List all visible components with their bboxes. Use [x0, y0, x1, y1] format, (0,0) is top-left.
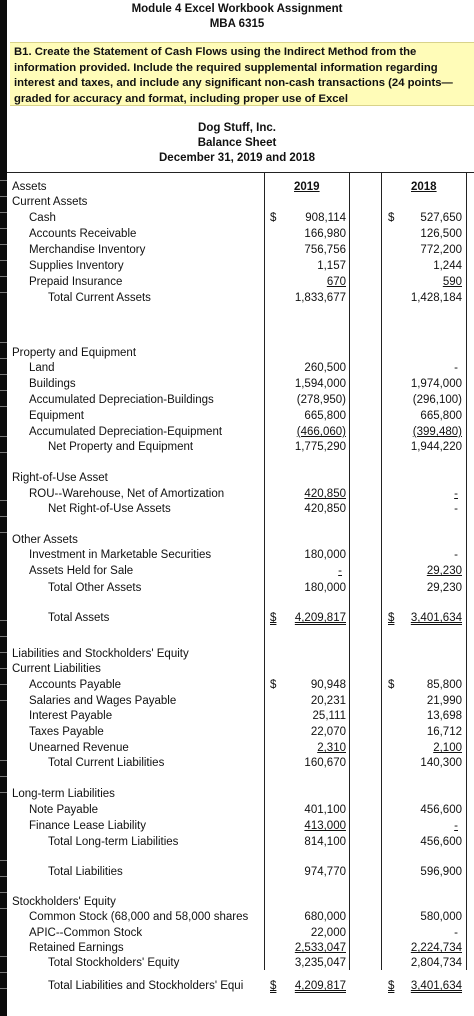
- row-label-total-current-assets: Total Current Assets: [48, 292, 151, 304]
- value-2019-buildings: 1,594,000: [294, 378, 346, 390]
- value-2019-total-long-term-liabilities: 814,100: [304, 836, 346, 848]
- row-label-equipment: Equipment: [29, 410, 84, 422]
- statement-date: December 31, 2019 and 2018: [159, 152, 315, 164]
- instructions-text: B1. Create the Statement of Cash Flows using the Indirect Method from the information provided. Include the required supplemental information regarding interest and taxes, and include any significant non-cash transactions (24 points—graded for accuracy and format, including proper use of Excel: [14, 46, 453, 105]
- value-2018-apic-common-stock: -: [454, 927, 458, 939]
- row-label-current-assets: Current Assets: [12, 196, 88, 208]
- value-2019-accumulated-depreciation-buildings: (278,950): [296, 394, 346, 406]
- row-label-taxes-payable: Taxes Payable: [29, 726, 104, 738]
- value-2018-equipment: 665,800: [420, 410, 462, 422]
- dollar-sign-2018-cash: $: [388, 212, 395, 224]
- value-2018-total-current-liabilities: 140,300: [420, 757, 462, 769]
- row-label-salaries-and-wages-payable: Salaries and Wages Payable: [29, 695, 177, 707]
- value-2019-common-stock-68-000-and-58-000-shares: 680,000: [304, 911, 346, 923]
- row-label-total-assets: Total Assets: [48, 612, 110, 624]
- value-2018-note-payable: 456,600: [420, 804, 462, 816]
- column-header-2019: 2019: [294, 181, 320, 193]
- row-label-property-and-equipment: Property and Equipment: [12, 347, 137, 359]
- value-2019-total-current-liabilities: 160,670: [304, 757, 346, 769]
- value-2018-supplies-inventory: 1,244: [433, 260, 462, 272]
- row-label-buildings: Buildings: [29, 378, 76, 390]
- statement-name: Balance Sheet: [197, 137, 277, 149]
- dollar-sign-2018-total-assets: $: [388, 612, 395, 624]
- value-2019-total-stockholders-equity: 3,235,047: [294, 957, 346, 969]
- value-2019-supplies-inventory: 1,157: [317, 260, 346, 272]
- value-2018-accounts-receivable: 126,500: [420, 228, 462, 240]
- value-2019-net-right-of-use-assets: 420,850: [304, 503, 346, 515]
- row-label-prepaid-insurance: Prepaid Insurance: [29, 276, 123, 288]
- value-2018-cash: 527,650: [420, 212, 462, 224]
- value-2018-prepaid-insurance: 590: [442, 276, 462, 288]
- value-2019-rou-warehouse-net-of-amortization: 420,850: [304, 488, 346, 500]
- value-2018-total-liabilities: 596,900: [420, 866, 462, 878]
- value-2019-merchandise-inventory: 756,756: [304, 244, 346, 256]
- row-label-total-other-assets: Total Other Assets: [48, 582, 142, 594]
- value-2019-taxes-payable: 22,070: [310, 726, 346, 738]
- dollar-sign-2019-accounts-payable: $: [270, 679, 277, 691]
- page-title: Module 4 Excel Workbook Assignment: [131, 3, 343, 15]
- row-label-assets-held-for-sale: Assets Held for Sale: [29, 565, 134, 577]
- row-label-supplies-inventory: Supplies Inventory: [29, 260, 124, 272]
- value-2019-retained-earnings: 2,533,047: [294, 942, 346, 954]
- dollar-sign-2019-total-assets: $: [270, 612, 277, 624]
- row-label-other-assets: Other Assets: [12, 534, 78, 546]
- value-2018-investment-in-marketable-securities: -: [454, 549, 458, 561]
- row-label-note-payable: Note Payable: [29, 804, 99, 816]
- value-2018-retained-earnings: 2,224,734: [410, 942, 462, 954]
- company-name: Dog Stuff, Inc.: [198, 122, 276, 134]
- row-label-current-liabilities: Current Liabilities: [12, 663, 101, 675]
- value-2018-net-right-of-use-assets: -: [454, 503, 458, 515]
- row-label-cash: Cash: [29, 212, 56, 224]
- row-label-unearned-revenue: Unearned Revenue: [29, 742, 129, 754]
- value-2019-cash: 908,114: [305, 212, 346, 224]
- value-2018-total-assets: 3,401,634: [410, 612, 462, 624]
- value-2018-accumulated-depreciation-equipment: (399,480): [412, 426, 462, 438]
- row-label-total-liabilities-and-stockholders-equi: Total Liabilities and Stockholders' Equi: [48, 980, 244, 992]
- row-label-long-term-liabilities: Long-term Liabilities: [12, 788, 115, 800]
- value-2019-assets-held-for-sale: -: [338, 565, 342, 577]
- value-2018-total-liabilities-and-stockholders-equi: 3,401,634: [410, 980, 462, 992]
- row-label-accumulated-depreciation-equipment: Accumulated Depreciation-Equipment: [29, 426, 223, 438]
- row-label-net-property-and-equipment: Net Property and Equipment: [48, 441, 194, 453]
- row-label-retained-earnings: Retained Earnings: [29, 942, 124, 954]
- year-2018-right-border: [466, 172, 467, 970]
- value-2018-interest-payable: 13,698: [426, 710, 462, 722]
- value-2019-accounts-receivable: 166,980: [304, 228, 346, 240]
- value-2019-equipment: 665,800: [304, 410, 346, 422]
- value-2019-total-liabilities: 974,770: [304, 866, 346, 878]
- row-label-investment-in-marketable-securities: Investment in Marketable Securities: [29, 549, 212, 561]
- dollar-sign-2018-total-liabilities-and-stockholders-equi: $: [388, 980, 395, 992]
- row-label-interest-payable: Interest Payable: [29, 710, 113, 722]
- value-2019-land: 260,500: [304, 362, 346, 374]
- value-2019-apic-common-stock: 22,000: [310, 927, 346, 939]
- row-label-total-liabilities: Total Liabilities: [48, 866, 123, 878]
- row-label-accumulated-depreciation-buildings: Accumulated Depreciation-Buildings: [29, 394, 214, 406]
- value-2019-salaries-and-wages-payable: 20,231: [310, 695, 346, 707]
- row-label-right-of-use-asset: Right-of-Use Asset: [12, 472, 108, 484]
- row-label-apic-common-stock: APIC--Common Stock: [29, 927, 143, 939]
- row-label-accounts-payable: Accounts Payable: [29, 679, 122, 691]
- value-2019-investment-in-marketable-securities: 180,000: [304, 549, 346, 561]
- value-2019-total-current-assets: 1,833,677: [294, 292, 346, 304]
- value-2018-finance-lease-liability: -: [454, 820, 458, 832]
- row-label-total-stockholders-equity: Total Stockholders' Equity: [48, 957, 180, 969]
- value-2018-total-long-term-liabilities: 456,600: [420, 836, 462, 848]
- value-2018-total-stockholders-equity: 2,804,734: [410, 957, 462, 969]
- dollar-sign-2019-cash: $: [270, 212, 277, 224]
- value-2019-net-property-and-equipment: 1,775,290: [294, 441, 346, 453]
- row-label-finance-lease-liability: Finance Lease Liability: [29, 820, 146, 832]
- value-2018-total-current-assets: 1,428,184: [410, 292, 462, 304]
- value-2019-note-payable: 401,100: [304, 804, 346, 816]
- year-2019-left-border: [264, 172, 265, 970]
- row-label-common-stock-68-000-and-58-000-shares: Common Stock (68,000 and 58,000 shares: [29, 911, 249, 923]
- row-label-accounts-receivable: Accounts Receivable: [29, 228, 137, 240]
- value-2019-interest-payable: 25,111: [312, 710, 346, 722]
- row-label-total-long-term-liabilities: Total Long-term Liabilities: [48, 836, 179, 848]
- column-header-2018: 2018: [411, 181, 437, 193]
- dollar-sign-2018-accounts-payable: $: [388, 679, 395, 691]
- course-code: MBA 6315: [209, 18, 265, 30]
- row-label-total-current-liabilities: Total Current Liabilities: [48, 757, 165, 769]
- value-2019-accounts-payable: 90,948: [310, 679, 346, 691]
- value-2018-net-property-and-equipment: 1,944,220: [410, 441, 462, 453]
- value-2019-total-liabilities-and-stockholders-equi: 4,209,817: [294, 980, 346, 992]
- row-label-net-right-of-use-assets: Net Right-of-Use Assets: [48, 503, 171, 515]
- value-2019-total-other-assets: 180,000: [304, 582, 346, 594]
- value-2018-buildings: 1,974,000: [410, 378, 462, 390]
- row-label-liabilities-and-stockholders-equity: Liabilities and Stockholders' Equity: [12, 648, 189, 660]
- value-2019-unearned-revenue: 2,310: [317, 742, 346, 754]
- value-2018-taxes-payable: 16,712: [426, 726, 462, 738]
- value-2018-total-other-assets: 29,230: [426, 582, 462, 594]
- value-2018-salaries-and-wages-payable: 21,990: [426, 695, 462, 707]
- table-top-border: [7, 172, 474, 173]
- row-label-stockholders-equity: Stockholders' Equity: [12, 896, 116, 908]
- value-2018-merchandise-inventory: 772,200: [420, 244, 462, 256]
- value-2018-common-stock-68-000-and-58-000-shares: 580,000: [420, 911, 462, 923]
- row-label-merchandise-inventory: Merchandise Inventory: [29, 244, 146, 256]
- value-2018-assets-held-for-sale: 29,230: [426, 565, 462, 577]
- value-2019-total-assets: 4,209,817: [294, 612, 346, 624]
- row-label-land: Land: [29, 362, 55, 374]
- value-2019-prepaid-insurance: 670: [326, 276, 346, 288]
- row-label-rou-warehouse-net-of-amortization: ROU--Warehouse, Net of Amortization: [29, 488, 225, 500]
- value-2018-accounts-payable: 85,800: [426, 679, 462, 691]
- row-label-assets: Assets: [12, 181, 47, 193]
- year-2018-left-border: [381, 172, 382, 970]
- value-2019-finance-lease-liability: 413,000: [304, 820, 346, 832]
- dollar-sign-2019-total-liabilities-and-stockholders-equi: $: [270, 980, 277, 992]
- value-2018-unearned-revenue: 2,100: [433, 742, 462, 754]
- year-2019-right-border: [349, 172, 350, 970]
- value-2019-accumulated-depreciation-equipment: (466,060): [296, 426, 346, 438]
- instructions-note: [10, 42, 474, 106]
- value-2018-rou-warehouse-net-of-amortization: -: [454, 488, 458, 500]
- value-2018-land: -: [454, 362, 458, 374]
- value-2018-accumulated-depreciation-buildings: (296,100): [412, 394, 462, 406]
